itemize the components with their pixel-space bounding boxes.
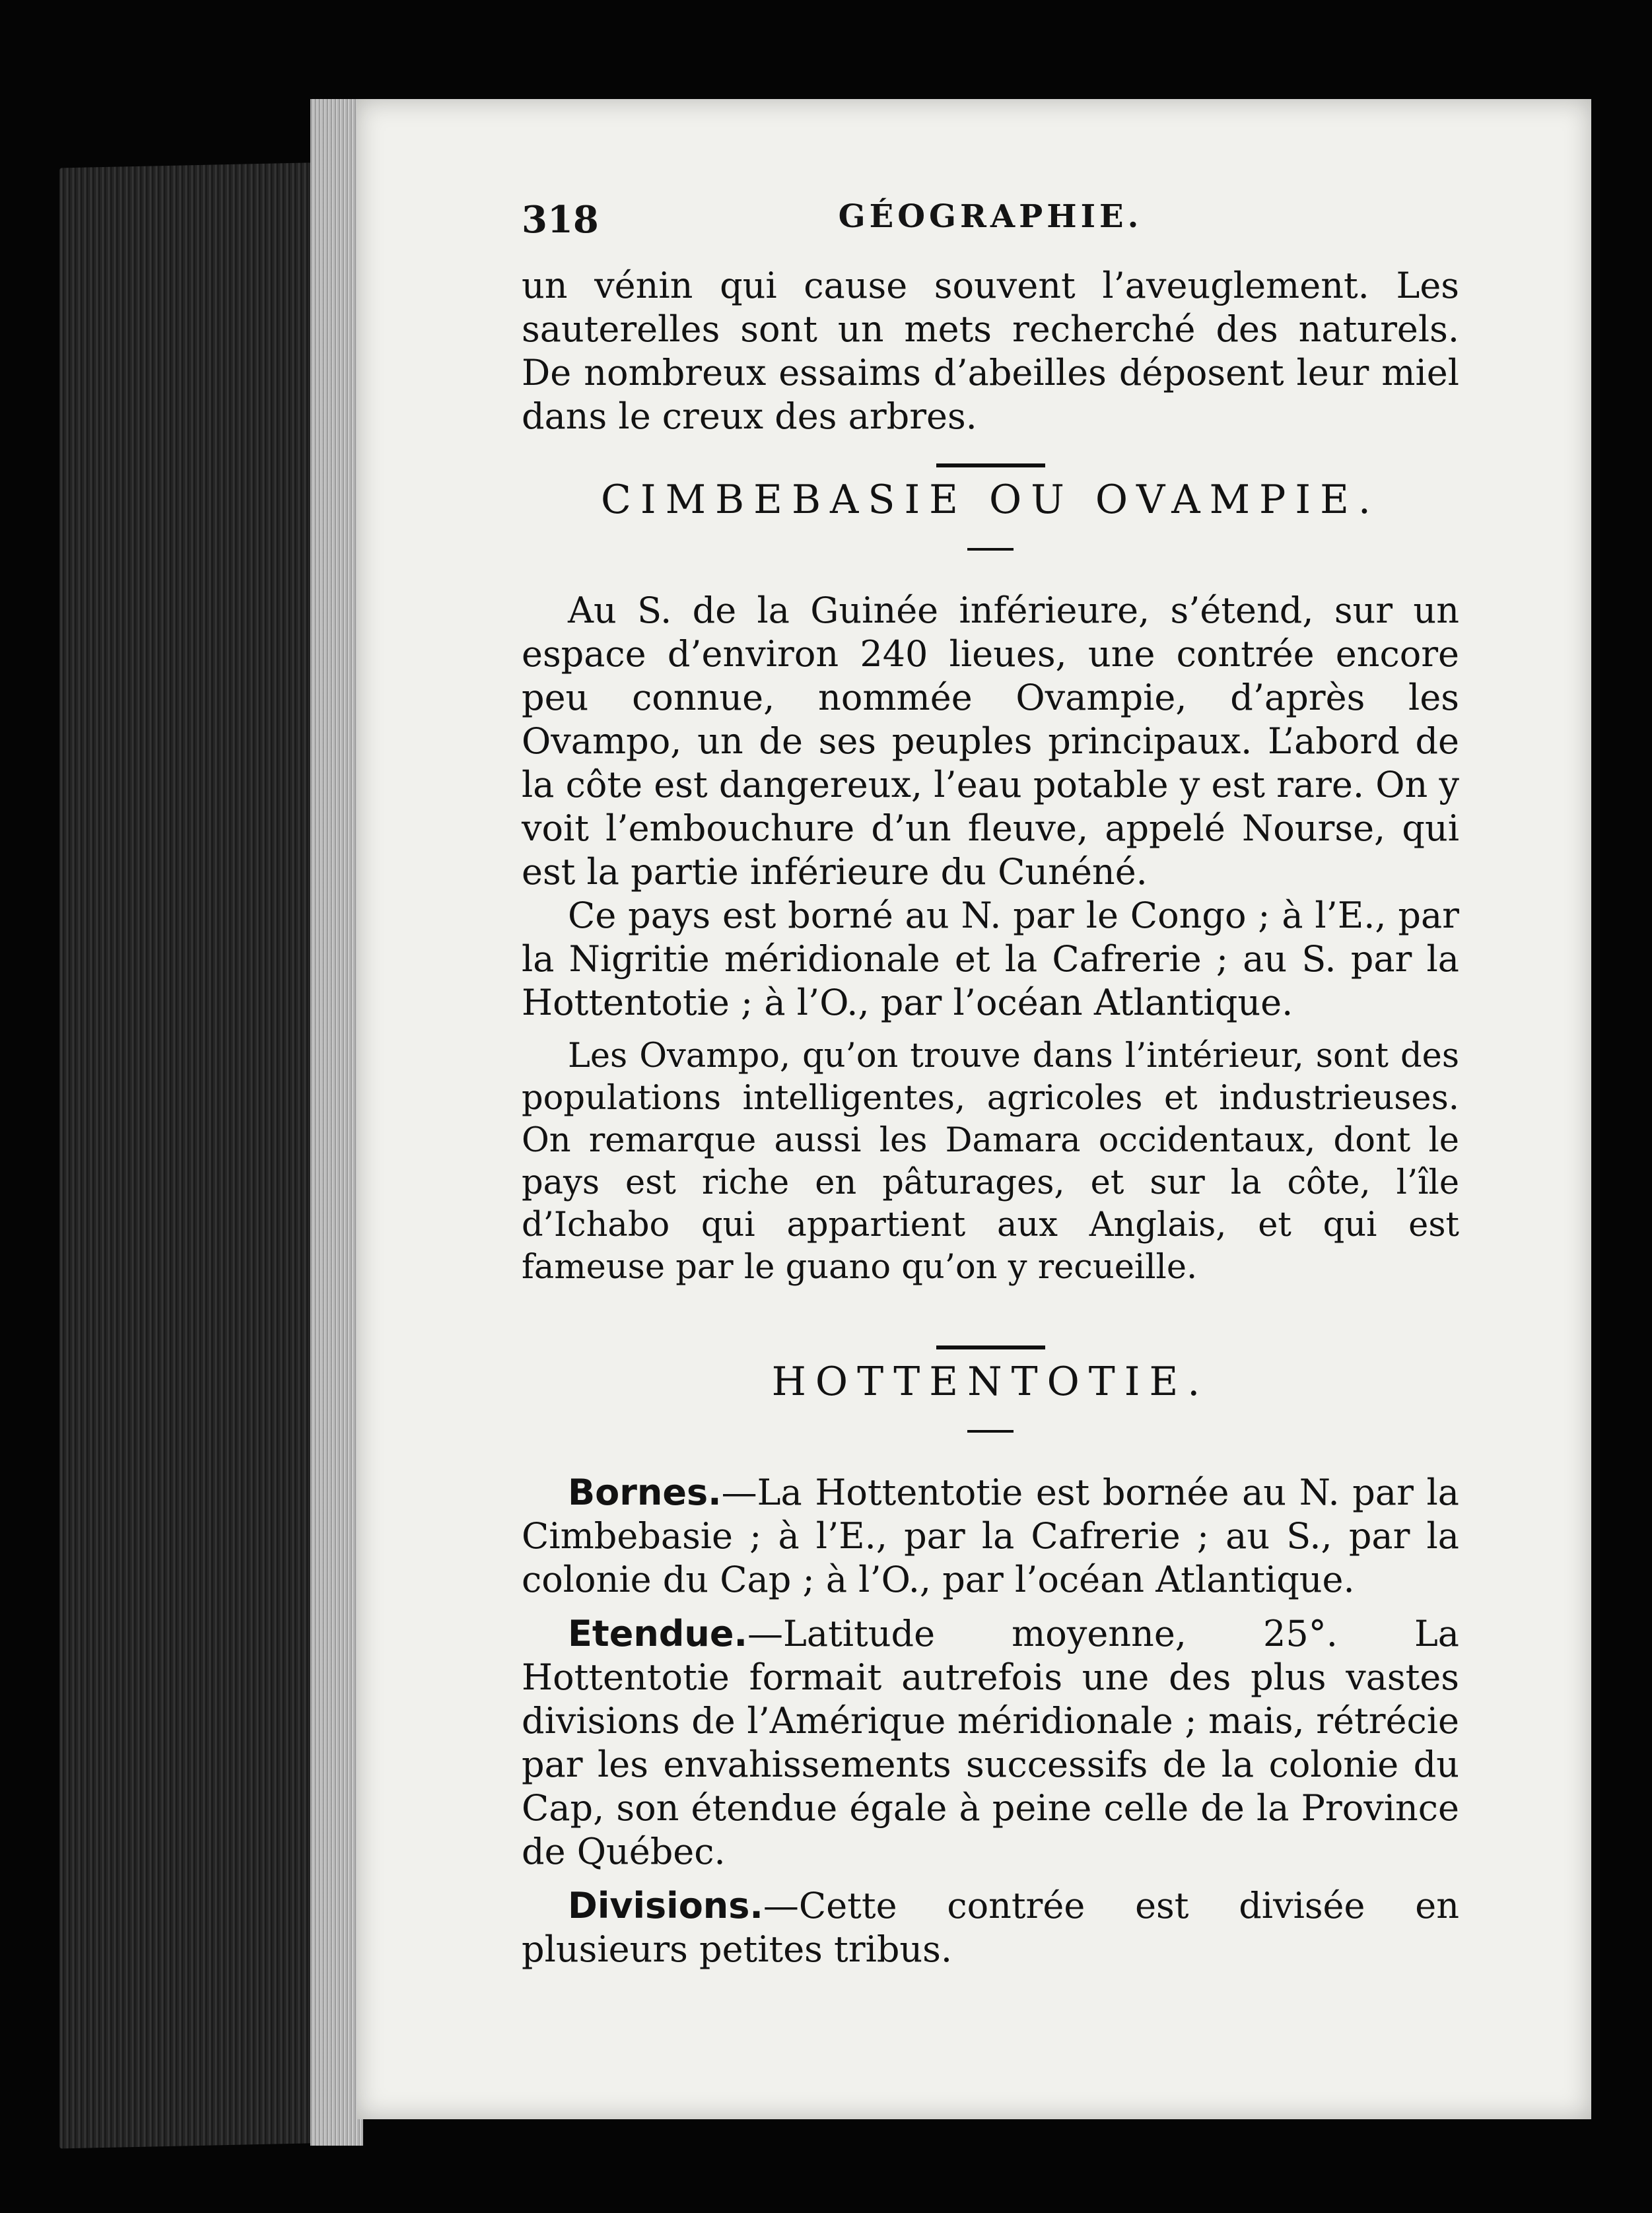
paragraph: Au S. de la Guinée inférieure, s’étend, sur un espace d’environ 240 lieues, une contrée encore peu connue, nommée Ovampie, d’après les Ovampo, un de ses peuples principaux. L’abord de la côte est dangereux, l’eau potable y est rare. On y voit l’embouchure d’un fleuve, appelé Nourse, qui est la partie inférieure du Cunéné.: [522, 590, 1459, 893]
running-title: GÉOGRAPHIE.: [838, 198, 1143, 235]
entry-etendue: [522, 1612, 1459, 1874]
page-content: [522, 264, 1459, 1971]
entry-lead: Etendue.: [568, 1613, 748, 1654]
title-underline: [967, 1430, 1014, 1433]
small-paragraph: Les Ovampo, qu’on trouve dans l’intérieur, sont des populations intelligentes, agricoles et industrieuses. On remarque aussi les Damara occidentaux, dont le pays est riche en pâturages, et sur la côte, l’île d’Ichabo qui appartient aux Anglais, et qui est fameuse par le guano qu’on y recueille.: [522, 1037, 1459, 1287]
paragraph: Ce pays est borné au N. par le Congo ; à l’E., par la Nigritie méridionale et la Cafrerie ; au S. par la Hottentotie ; à l’O., par l’océan Atlantique.: [522, 895, 1459, 1023]
entry-text: —La Hottentotie est bornée au N. par la Cimbebasie ; à l’E., par la Cafrerie ; au S., par la colonie du Cap ; à l’O., par l’océan Atlantique.: [522, 1472, 1459, 1600]
entry-text: —Latitude moyenne, 25°. La Hottentotie formait autrefois une des plus vastes divisions de l’Amérique méridionale ; mais, rétrécie par les envahissements successifs de la colonie du Cap, son étendue égale à peine celle de la Province de Québec.: [522, 1613, 1459, 1872]
page-header: [522, 198, 1459, 251]
section-title-hottentotie: HOTTENTOTIE.: [771, 1359, 1210, 1405]
book-page: [357, 99, 1591, 2119]
intro-paragraph: un vénin qui cause souvent l’aveuglement. Les sauterelles sont un mets recherché des naturels. De nombreux essaims d’abeilles déposent leur miel dans le creux des arbres.: [522, 265, 1459, 437]
section-title-cimbebasie: CIMBEBASIE OU OVAMPIE.: [601, 477, 1380, 523]
page-number: 318: [522, 198, 599, 242]
section-divider: [936, 1345, 1045, 1349]
entry-lead: Bornes.: [568, 1472, 722, 1513]
entry-text: —Cette contrée est divisée en plusieurs petites tribus.: [522, 1885, 1459, 1970]
book-spine-edge: [59, 162, 337, 2149]
entry-bornes: [522, 1471, 1459, 1602]
section-divider: [936, 463, 1045, 467]
entry-lead: Divisions.: [568, 1885, 763, 1926]
title-underline: [967, 548, 1014, 551]
page-stack-edge: [310, 99, 363, 2146]
entry-divisions: [522, 1884, 1459, 1971]
